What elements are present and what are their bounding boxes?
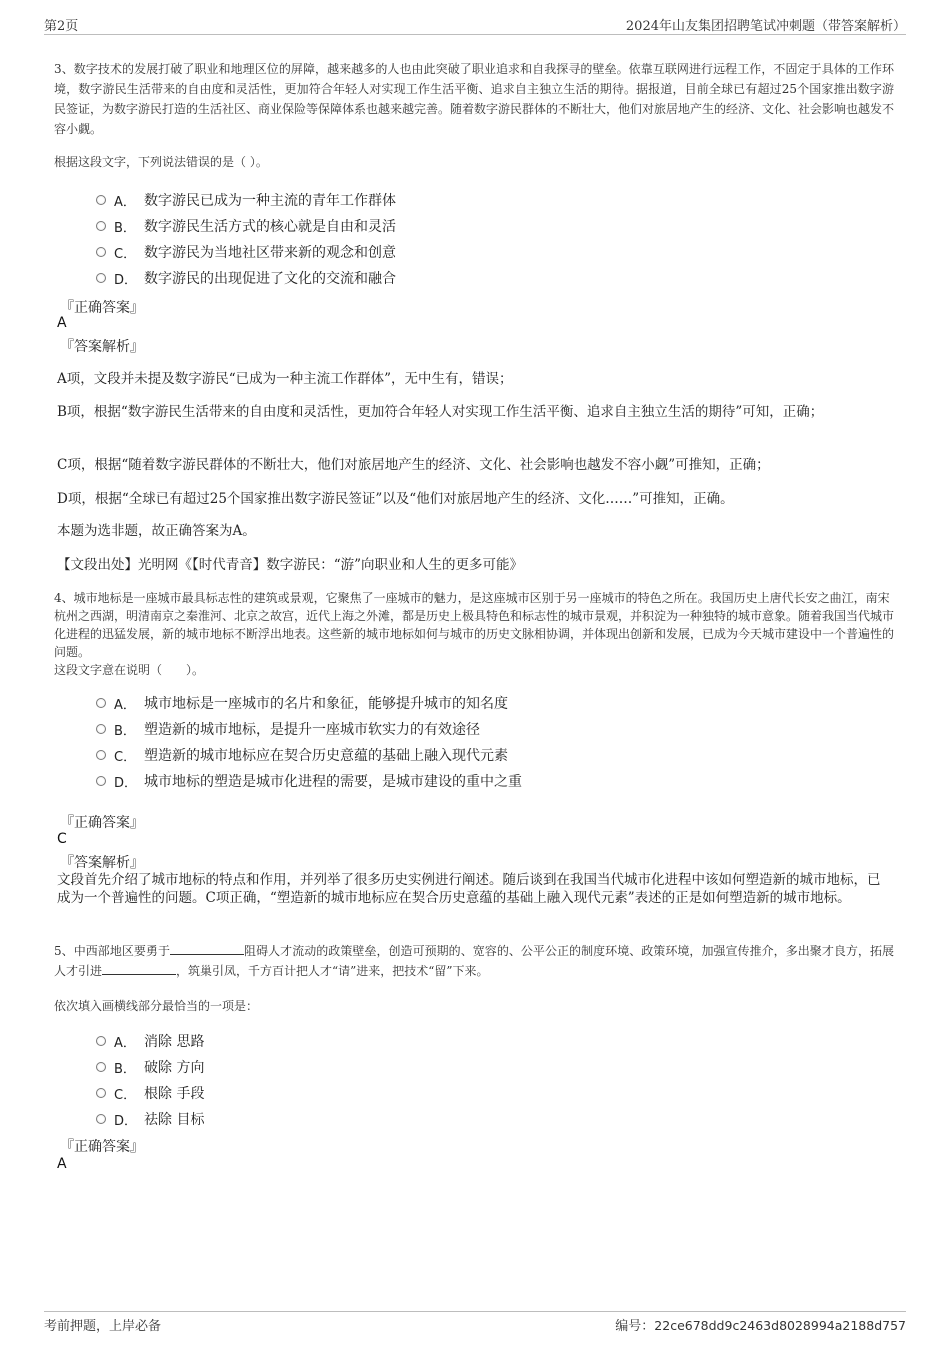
q5-question-block [54,997,894,1015]
q3-answer: A [57,315,67,331]
radio-icon[interactable] [96,1062,106,1072]
q3-passage: 3、数字技术的发展打破了职业和地理区位的屏障，越来越多的人也由此突破了职业追求和自我探寻的壁垒。依靠互联网进行远程工作，不固定于具体的工作环境，数字游民生活带来的自由度和灵活性，更加符合年轻人对实现工作生活平衡、追求自主独立生活的期待。据报道，目前全球已有超过25个国家推出数字游民签证，为数字游民打造的生活社区、商业保险等保障体系也越来越完善。随着数字游民群体的不断壮大，他们对旅居地产生的经济、文化、社会影响也越发不容小觑。 [54,62,895,136]
q3-answer-label: 『正确答案』 [60,300,144,316]
q4-option-a[interactable]: A． 城市地标是一座城市的名片和象征，能够提升城市的知名度 [96,690,876,716]
radio-icon[interactable] [96,247,106,257]
q5-answer: A [57,1156,67,1172]
q3-option-c[interactable]: C． 数字游民为当地社区带来新的观念和创意 [96,239,876,265]
radio-icon[interactable] [96,221,106,231]
document-code: 编号：22ce678dd9c2463d8028994a2188d757 [615,1318,906,1334]
q5-option-b[interactable]: B． 破除 方向 [96,1054,876,1080]
q4-analysis-label: 『答案解析』 [60,855,144,871]
radio-icon[interactable] [96,273,106,283]
document-code-value: 22ce678dd9c2463d8028994a2188d757 [654,1318,906,1333]
q5-option-c[interactable]: C． 根除 手段 [96,1080,876,1106]
q5-blank-1 [170,942,244,955]
radio-icon[interactable] [96,776,106,786]
footer-slogan: 考前押题，上岸必备 [44,1319,162,1334]
radio-icon[interactable] [96,724,106,734]
radio-icon[interactable] [96,750,106,760]
page-header [44,14,906,35]
q4-options [96,690,876,794]
q5-answer-label: 『正确答案』 [60,1139,144,1155]
q4-answer-label: 『正确答案』 [60,815,144,831]
q5-passage-block [54,941,894,981]
radio-icon[interactable] [96,698,106,708]
q3-option-d[interactable]: D． 数字游民的出现促进了文化的交流和融合 [96,265,876,291]
q3-analysis-label: 『答案解析』 [60,339,144,355]
q4-passage: 4、城市地标是一座城市最具标志性的建筑或景观，它聚焦了一座城市的魅力，是这座城市区别于另一座城市的特色之所在。我国历史上唐代长安之曲江，南宋杭州之西湖，明清南京之秦淮河、北京之故宫，近代上海之外滩，都是历史上极具特色和标志性的城市景观，并积淀为一种独特的城市意象。随着我国当代城市化进程的迅猛发展，新的城市地标不断浮出地表。这些新的城市地标如何与城市的历史文脉相协调，并体现出创新和发展，已成为今天城市建设中一个普遍性的问题。 [54,591,895,659]
q5-passage: 5、中西部地区要勇于 阻碍人才流动的政策壁垒，创造可预期的、宽容的、公平公正的制度环境、政策环境，加强宣传推介，多出聚才良方，拓展人才引进 ，筑巢引凤，千方百计把人才“请”进来，把技术“留”下来。 [54,944,894,978]
q5-question: 依次填入画横线部分最恰当的一项是： [54,999,259,1013]
radio-icon[interactable] [96,195,106,205]
page-footer [44,1311,906,1334]
q3-analysis-conclusion: 本题为选非题，故正确答案为A。 [57,523,256,539]
q4-option-c[interactable]: C． 塑造新的城市地标应在契合历史意蕴的基础上融入现代元素 [96,742,876,768]
q3-option-b[interactable]: B． 数字游民生活方式的核心就是自由和灵活 [96,213,876,239]
q4-question: 这段文字意在说明（ ）。 [54,663,205,677]
document-title: 2024年山友集团招聘笔试冲刺题（带答案解析） [625,19,906,34]
q4-option-d[interactable]: D． 城市地标的塑造是城市化进程的需要，是城市建设的重中之重 [96,768,876,794]
q4-passage-block [54,589,894,679]
q3-analysis-d: D项，根据“全球已有超过25个国家推出数字游民签证”以及“他们对旅居地产生的经济、文化……”可推知，正确。 [57,491,734,507]
q3-option-a[interactable]: A． 数字游民已成为一种主流的青年工作群体 [96,187,876,213]
q5-blank-2 [102,962,176,975]
q5-option-d[interactable]: D． 祛除 目标 [96,1106,876,1132]
q5-option-a[interactable]: A． 消除 思路 [96,1028,876,1054]
q3-analysis-a: A项，文段并未提及数字游民“已成为一种主流工作群体”，无中生有，错误； [57,371,513,387]
q3-analysis-b: B项，根据“数字游民生活带来的自由度和灵活性，更加符合年轻人对实现工作生活平衡、追求自主独立生活的期待”可知，正确； [57,404,824,420]
radio-icon[interactable] [96,1036,106,1046]
q3-source: 【文段出处】光明网《【时代青音】数字游民：“游”向职业和人生的更多可能》 [57,557,524,573]
q5-options [96,1028,876,1132]
q4-option-b[interactable]: B． 塑造新的城市地标，是提升一座城市软实力的有效途径 [96,716,876,742]
q4-answer: C [57,831,67,847]
q3-passage-block [54,59,894,139]
q3-question: 根据这段文字，下列说法错误的是（ ）。 [54,155,268,169]
q3-analysis-c: C项，根据“随着数字游民群体的不断壮大，他们对旅居地产生的经济、文化、社会影响也越发不容小觑”可推知，正确； [57,457,770,473]
radio-icon[interactable] [96,1114,106,1124]
radio-icon[interactable] [96,1088,106,1098]
q3-question-block [54,153,894,171]
q3-options [96,187,876,291]
page-number: 第2页 [44,19,79,34]
q4-analysis: 文段首先介绍了城市地标的特点和作用，并列举了很多历史实例进行阐述。随后谈到在我国当代城市化进程中该如何塑造新的城市地标，已成为一个普遍性的问题。C项正确，“塑造新的城市地标应在契合历史意蕴的基础上融入现代元素”表述的正是如何塑造新的城市地标。 [57,872,881,906]
